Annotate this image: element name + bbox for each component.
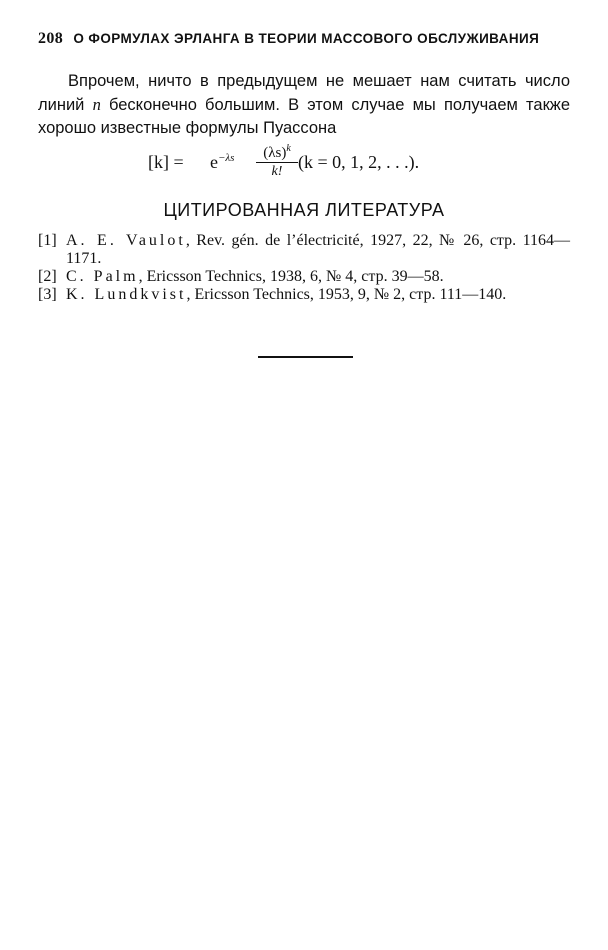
paragraph-variable: n (92, 95, 101, 114)
formula-denominator: k! (271, 164, 283, 179)
reference-text (66, 286, 570, 304)
reference-item (38, 286, 570, 304)
reference-source: , Ericsson Technics, 1938, 6, № 4, стр. 39—58. (138, 268, 444, 285)
paragraph-text-2: бесконечно большим. В этом случае мы получаем также хорошо известные формулы Пуассона (38, 96, 571, 137)
formula-numerator (256, 140, 298, 163)
reference-author: A. E. Vaulot (66, 232, 186, 249)
reference-author: K. Lundkvist (66, 286, 187, 303)
formula-lhs: [k] = (148, 152, 184, 172)
reference-number: [2] (38, 268, 57, 285)
formula-fraction (256, 140, 298, 181)
reference-source: , Ericsson Technics, 1953, 9, № 2, стр. 111—140. (186, 286, 507, 303)
reference-text (66, 232, 570, 268)
formula-exponent: −λs (218, 152, 235, 164)
page-number: 208 (38, 30, 64, 47)
formula-exponential (210, 152, 234, 173)
formula-base: e (210, 152, 218, 172)
running-header (38, 30, 570, 48)
formula-numerator-base: (λs) (263, 145, 287, 161)
poisson-formula (148, 140, 478, 184)
reference-number: [1] (38, 232, 57, 249)
paragraph-text-1: Впрочем, ничто в предыдущем не мешает нам считать число линий (38, 72, 570, 114)
running-title: О ФОРМУЛАХ ЭРЛАНГА В ТЕОРИИ МАССОВОГО ОБСЛУЖИВАНИЯ (73, 31, 540, 46)
formula-condition: (k = 0, 1, 2, . . .). (298, 152, 420, 172)
references-title: ЦИТИРОВАННАЯ ЛИТЕРАТУРА (163, 200, 445, 220)
reference-item (38, 268, 570, 286)
reference-author: C. Palm (66, 268, 139, 285)
reference-item (38, 232, 570, 268)
reference-source: , Rev. gén. de l’électricité, 1927, 22, № 26, стр. 1164—1171. (66, 232, 571, 267)
end-rule (258, 356, 353, 358)
references-list (38, 232, 570, 304)
reference-text (66, 268, 570, 286)
reference-number: [3] (38, 286, 57, 303)
formula-numerator-power: k (286, 143, 291, 154)
body-paragraph (38, 70, 570, 140)
